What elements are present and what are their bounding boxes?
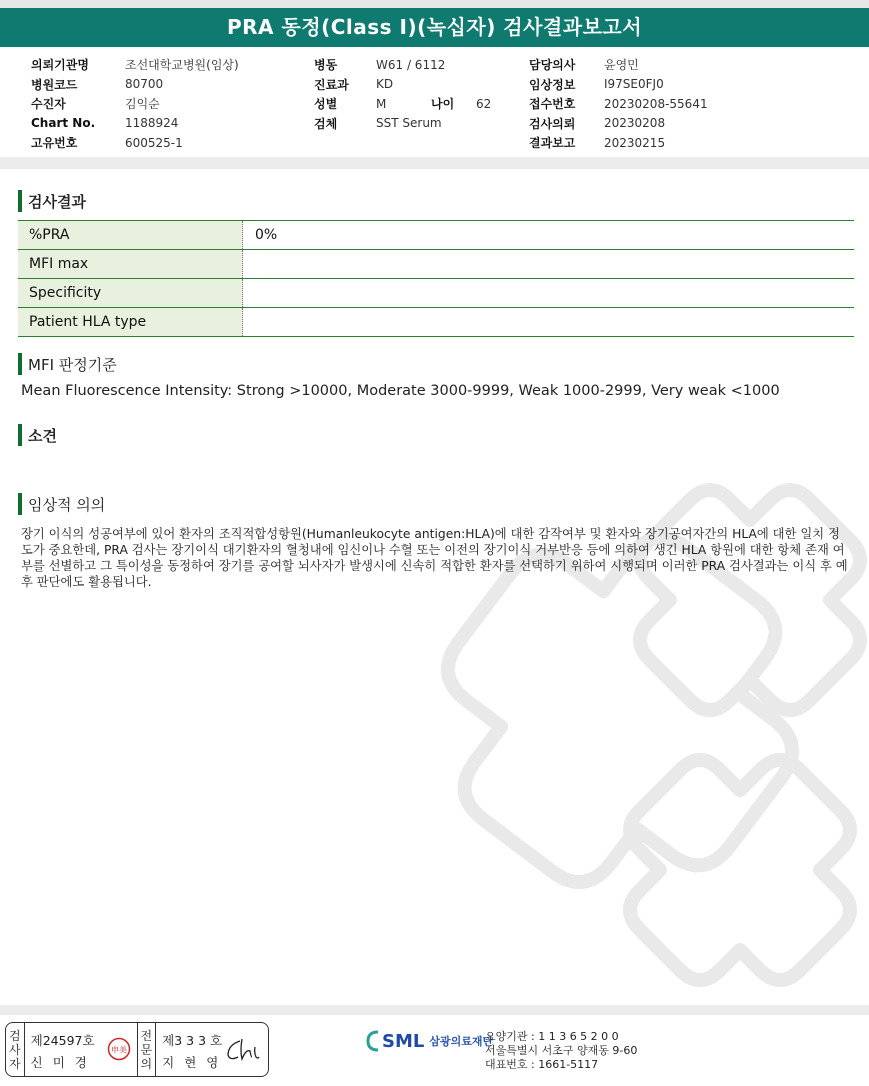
signature-box [5,1022,269,1077]
org-address: 서울특별시 서초구 양재동 9-60 [485,1044,638,1057]
patient-info-column-2 [314,55,491,133]
org-code: 요양기관 : 1 1 3 6 5 2 0 0 [485,1030,619,1043]
report-title: PRA 동정(Class I)(녹십자) 검사결과보고서 [0,8,869,47]
physician-name: 지 현 영 [162,1055,222,1070]
inspector-name: 신 미 경 [30,1055,90,1070]
foundation-name: 삼광의료재단 [429,1035,494,1048]
table-row [18,308,854,337]
physician-license: 제3 3 3 호 [162,1033,223,1048]
inspector-license: 제24597호 [30,1033,95,1048]
section-heading-results: 검사결과 [18,190,86,212]
top-strip [0,0,869,8]
table-row [18,279,854,308]
svg-text:申美: 申美 [110,1045,127,1055]
row-value [243,250,255,278]
row-header: Patient HLA type [18,308,243,336]
table-row [18,250,854,279]
info-row-unique-no: 고유번호 600525-1 [31,135,183,151]
org-phone: 대표번호 : 1661-5117 [485,1058,599,1071]
row-value: 0% [255,227,278,243]
info-row-specimen: 검체 SST Serum [314,116,442,131]
section-heading-findings: 소견 [18,424,57,446]
header-separator [0,157,869,169]
signature-icon [224,1037,260,1063]
info-row-clinical-info: 임상정보 I97SE0FJ0 [529,77,664,92]
section-heading-mfi: MFI 판정기준 [18,353,117,375]
section-marker [18,190,22,212]
row-header: MFI max [18,250,243,278]
info-row-receipt-no: 접수번호 20230208-55641 [529,96,708,112]
footer-separator [0,1005,869,1015]
info-row-report-date: 결과보고 20230215 [529,135,666,151]
section-heading-clinical: 임상적 의의 [18,493,105,515]
info-row-request-date: 검사의뢰 20230208 [529,116,666,131]
patient-info-column-1 [31,55,239,153]
info-row-department: 진료과 KD [314,77,394,92]
mfi-criteria-text: Mean Fluorescence Intensity: Strong >10000, Moderate 3000-9999, Weak 1000-2999, Very weak <1000 [21,383,780,399]
organization-info [485,1030,637,1072]
logo-text: SML [382,1030,425,1052]
physician-cell [156,1023,268,1076]
stamp-seal-icon [107,1037,131,1061]
row-header: Specificity [18,279,243,307]
section-marker [18,353,22,375]
table-row [18,221,854,250]
inspector-cell [25,1023,138,1076]
row-value [243,279,255,307]
info-row-ward: 병동 W61 / 6112 [314,57,446,73]
info-row-doctor: 담당의사 윤영민 [529,58,639,73]
info-row-chart-no: Chart No. 1188924 [31,116,179,131]
info-row-institution: 의뢰기관명 조선대학교병원(임상) [31,58,239,73]
info-row-patient: 수진자 김익순 [31,97,160,112]
section-marker [18,424,22,446]
row-value [243,308,255,336]
clinical-significance-text: 장기 이식의 성공여부에 있어 환자의 조직적합성항원(Humanleukocyte antigen:HLA)에 대한 감작여부 및 환자와 장기공여자간의 HLA에 대한 일치 정도가 중요한데, PRA 검사는 장기이식 대기환자의 혈청내에 임신이나 수혈 또는 이전의 장기이식 거부반응 등에 의하여 생긴 HLA 항원에 대한 항체 존재 여부를 선별하고 그 특이성을 동정하여 장기를 공여할 뇌사자가 발생시에 신속히 적합한 환자를 선택하기 위하여 시행되며 이러한 PRA 검사결과는 이식 후 예후 판단에도 활용됩니다. [21,527,848,589]
sml-logo [366,1030,493,1052]
row-header: %PRA [18,221,243,249]
section-marker [18,493,22,515]
info-row-sex-age: 성별 M 나이 62 [314,96,492,112]
results-table [18,220,854,337]
info-row-hospital-code: 병원코드 80700 [31,77,164,92]
logo-swoosh-icon [366,1030,380,1052]
patient-info-column-3 [529,55,708,153]
physician-label: 전 문 의 [138,1023,157,1076]
inspector-label: 검 사 자 [6,1023,25,1076]
